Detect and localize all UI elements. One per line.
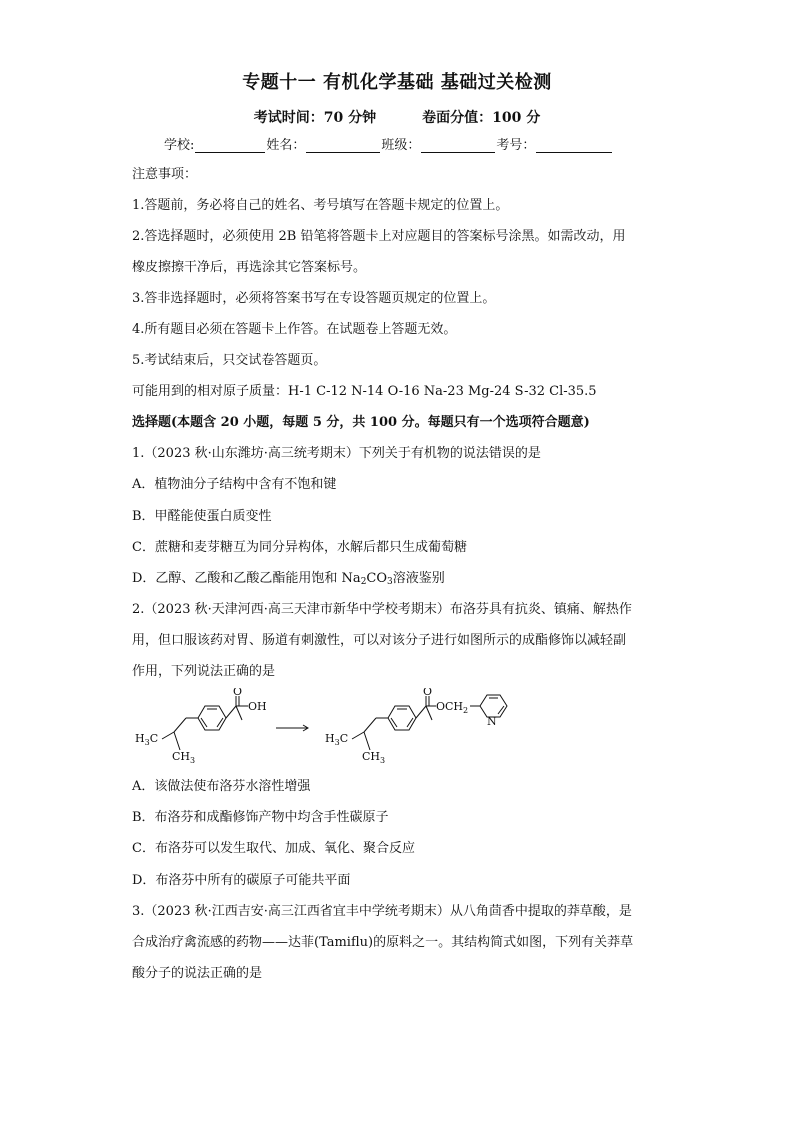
section-heading: 选择题(本题含 20 小题，每题 5 分，共 100 分。每题只有一个选项符合题意) <box>132 415 590 430</box>
page-title: 专题十一 有机化学基础 基础过关检测 <box>242 72 552 93</box>
q2-option-c[interactable]: C．布洛芬可以发生取代、加成、氧化、聚合反应 <box>132 841 415 856</box>
q3-stem-line-2: 合成治疗禽流感的药物——达菲(Tamiflu)的原料之一。其结构简式如图，下列有关莽草 <box>132 935 634 950</box>
label-carbonyl-o-2: O <box>423 688 433 698</box>
q1-option-c[interactable]: C．蔗糖和麦芽糖互为同分异构体，水解后都只生成葡萄糖 <box>132 540 467 555</box>
q1-stem: 1.（2023 秋·山东潍坊·高三统考期末）下列关于有机物的说法错误的是 <box>132 446 541 461</box>
note-4: 4.所有题目必须在答题卡上作答。在试题卷上答题无效。 <box>132 322 457 337</box>
q1-option-d[interactable] <box>132 567 445 587</box>
number-blank[interactable] <box>536 138 612 153</box>
student-info-line <box>164 134 613 153</box>
label-methyl-bottom-2: $CH_3$ <box>362 750 386 765</box>
exam-time: 考试时间：70 分钟 <box>253 110 377 126</box>
label-methyl-bottom-1: $CH_3$ <box>172 750 196 765</box>
ibuprofen-esterification-diagram <box>130 688 530 768</box>
q1-option-a[interactable]: A．植物油分子结构中含有不饱和键 <box>132 477 337 492</box>
atomic-mass-line: 可能用到的相对原子质量：H-1 C-12 N-14 O-16 Na-23 Mg-24 S-32 Cl-35.5 <box>132 384 597 399</box>
q2-stem-line-3: 作用，下列说法正确的是 <box>132 664 276 679</box>
name-blank[interactable] <box>306 138 380 153</box>
school-blank[interactable] <box>195 138 265 153</box>
note-1: 1.答题前，务必将自己的姓名、考号填写在答题卡规定的位置上。 <box>132 198 509 213</box>
q2-stem-line-2: 用，但口服该药对胃、肠道有刺激性，可以对该分子进行如图所示的成酯修饰以减轻副 <box>132 633 627 648</box>
note-3: 3.答非选择题时，必须将答案书写在专设答题页规定的位置上。 <box>132 291 496 306</box>
q1-d-text-2: CO <box>366 571 388 586</box>
q3-stem-line-3: 酸分子的说法正确的是 <box>132 966 263 981</box>
q3-stem-line-1: 3.（2023 秋·江西吉安·高三江西省宜丰中学统考期末）从八角茴香中提取的莽草酸，是 <box>132 904 632 919</box>
label-methyl-left-2: $H_3C$ <box>325 732 349 747</box>
school-label: 学校: <box>164 138 195 153</box>
q2-option-b[interactable]: B．布洛芬和成酯修饰产物中均含手性碳原子 <box>132 810 389 825</box>
q1-d-sub-1: 2 <box>360 577 367 587</box>
label-methyl-left-1: $H_3C$ <box>135 732 159 747</box>
note-2-line-2: 橡皮擦擦干净后，再选涂其它答案标号。 <box>132 260 367 275</box>
class-blank[interactable] <box>421 138 495 153</box>
q1-option-b[interactable]: B．甲醛能使蛋白质变性 <box>132 509 272 524</box>
label-hydroxyl: OH <box>248 700 267 713</box>
number-label: 考号： <box>496 138 536 153</box>
exam-meta <box>0 107 794 127</box>
note-5: 5.考试结束后，只交试卷答题页。 <box>132 353 327 368</box>
exam-score: 卷面分值：100 分 <box>422 110 541 126</box>
notes-heading: 注意事项： <box>132 167 198 182</box>
name-label: 姓名： <box>266 138 306 153</box>
label-och2: $OCH_2$ <box>436 700 469 715</box>
class-label: 班级： <box>381 138 421 153</box>
q2-stem-line-1: 2.（2023 秋·天津河西·高三天津市新华中学校考期末）布洛芬具有抗炎、镇痛、解热作 <box>132 602 632 617</box>
q1-d-sub-2: 3 <box>387 577 393 587</box>
note-2-line-1: 2.答选择题时，必须使用 2B 铅笔将答题卡上对应题目的答案标号涂黑。如需改动，用 <box>132 229 626 244</box>
q2-option-a[interactable]: A．该做法使布洛芬水溶性增强 <box>132 779 311 794</box>
label-carbonyl-o-1: O <box>233 688 243 698</box>
q1-d-text-3: 溶液鉴别 <box>392 571 445 586</box>
q2-option-d[interactable]: D．布洛芬中所有的碳原子可能共平面 <box>132 873 351 888</box>
label-pyridine-n: N <box>487 715 497 728</box>
q1-d-text-1: D．乙醇、乙酸和乙酸乙酯能用饱和 Na <box>132 571 361 586</box>
